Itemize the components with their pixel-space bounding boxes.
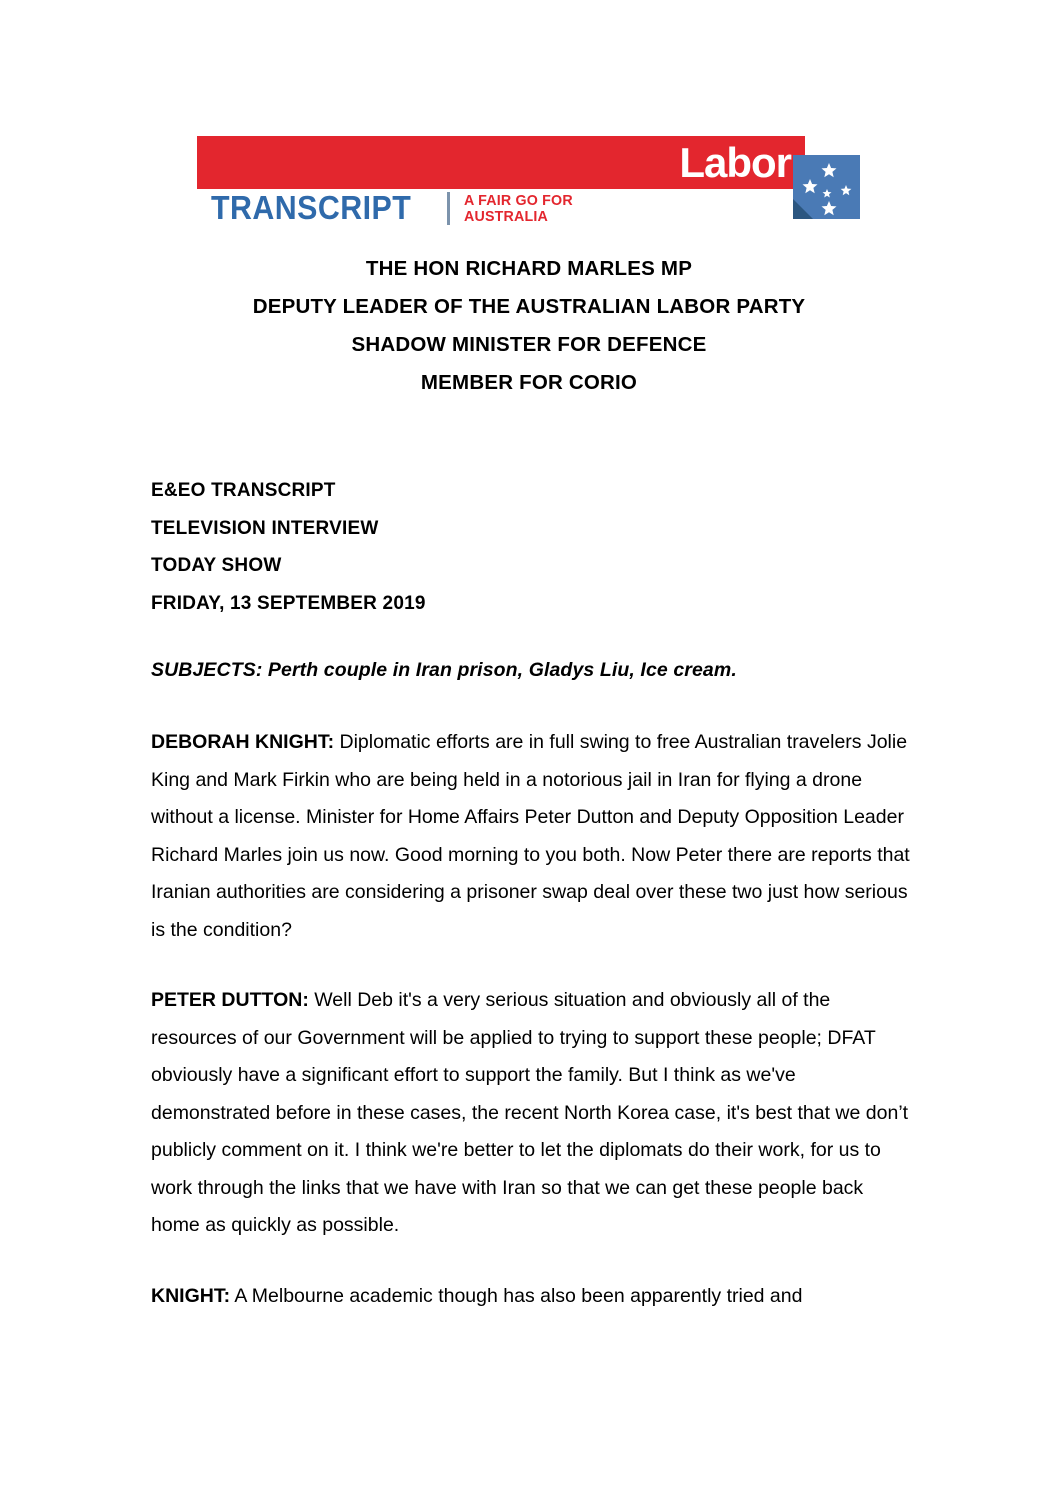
meta-date: FRIDAY, 13 SEPTEMBER 2019 <box>151 592 426 614</box>
title-line-role-shadow-minister: SHADOW MINISTER FOR DEFENCE <box>351 333 707 356</box>
transcript-paragraph <box>151 724 911 949</box>
speaker-label: DEBORAH KNIGHT: <box>151 731 335 753</box>
red-banner <box>197 136 805 189</box>
transcript-tagline <box>211 190 578 226</box>
letterhead <box>197 136 860 226</box>
speech-text: Diplomatic efforts are in full swing to free Australian travelers Jolie King and Mark Firkin who are being held in a notorious jail in Iran for flying a drone without a license. Minister for Home Affairs Peter Dutton and Deputy Opposition Leader Richard Marles join us now. Good morning to you both. Now Peter there are reports that Iranian authorities are considering a prisoner swap deal over these two just how serious is the condition? <box>151 731 910 941</box>
speaker-label: KNIGHT: <box>151 1284 231 1307</box>
slogan-line-2: AUSTRALIA <box>463 207 548 225</box>
southern-cross-icon <box>793 155 860 219</box>
document-body <box>151 472 911 1315</box>
meta-program: TODAY SHOW <box>151 555 282 576</box>
title-line-electorate: MEMBER FOR CORIO <box>420 371 638 394</box>
transcript-paragraph <box>151 982 911 1245</box>
slogan-line-1: A FAIR GO FOR <box>463 192 573 209</box>
transcript-wordmark: TRANSCRIPT <box>211 189 412 226</box>
subjects-line: SUBJECTS: Perth couple in Iran prison, Gladys Liu, Ice cream. <box>151 659 737 681</box>
speaker-label: PETER DUTTON: <box>151 989 309 1011</box>
speech-text: A Melbourne academic though has also been apparently tried and <box>230 1284 803 1307</box>
slogan <box>464 190 573 224</box>
meta-format: TELEVISION INTERVIEW <box>151 517 379 539</box>
transcript-metadata <box>151 472 911 622</box>
title-line-role-deputy-leader: DEPUTY LEADER OF THE AUSTRALIAN LABOR PARTY <box>252 295 806 318</box>
vertical-divider <box>447 192 450 225</box>
title-line-name: THE HON RICHARD MARLES MP <box>365 257 693 280</box>
speech-text: Well Deb it's a very serious situation and obviously all of the resources of our Government will be applied to trying to support these people; DFAT obviously have a significant effort to support the family. But I think as we've demonstrated before in these cases, the recent North Korea case, it's best that we don’t publicly comment on it. I think we're better to let the diplomats do their work, for us to work through the links that we have with Iran so that we can get these people back home as quickly as possible. <box>151 989 909 1236</box>
page-title <box>0 250 1058 402</box>
meta-eeo-transcript: E&EO TRANSCRIPT <box>151 480 336 501</box>
transcript-paragraph <box>151 1278 911 1316</box>
labor-wordmark: Labor <box>679 139 791 186</box>
